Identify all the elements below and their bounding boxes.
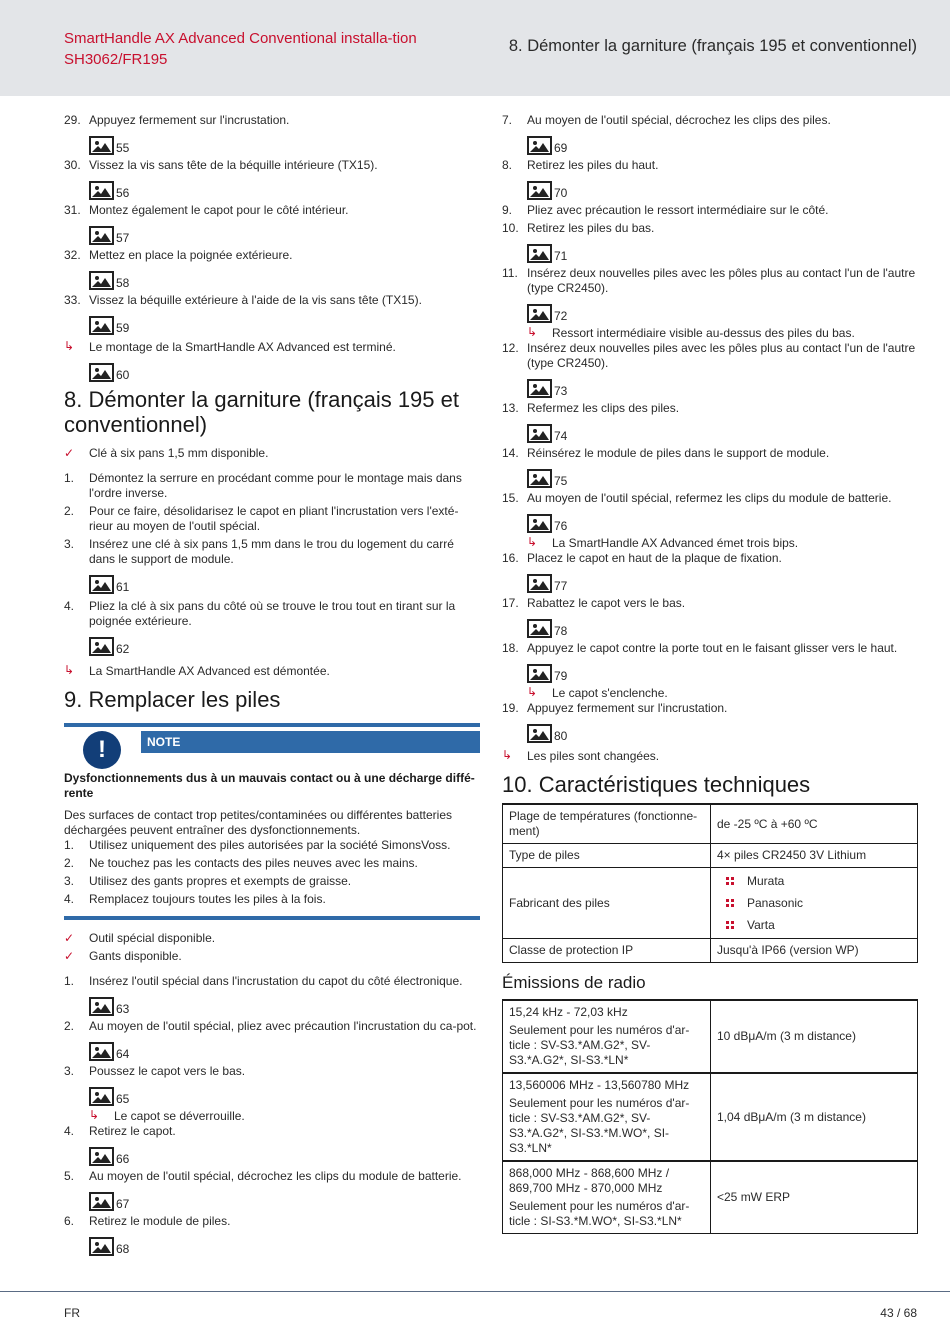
list-item bbox=[64, 1064, 480, 1079]
list-item bbox=[64, 1019, 480, 1034]
step-text: Retirez le module de piles. bbox=[89, 1214, 231, 1228]
figure-number: 57 bbox=[116, 231, 130, 245]
figure-ref bbox=[89, 313, 480, 335]
radio-value: 1,04 dBμA/m (3 m distance) bbox=[711, 1073, 918, 1161]
result-line bbox=[527, 536, 918, 551]
frequency-range: 13,560006 MHz - 13,560780 MHz bbox=[509, 1078, 690, 1092]
step-number: 3. bbox=[64, 1064, 75, 1078]
list-item bbox=[64, 874, 480, 889]
result-line bbox=[89, 1109, 480, 1124]
image-placeholder-icon bbox=[89, 1147, 114, 1166]
figure-number: 64 bbox=[116, 1047, 130, 1061]
spec-table bbox=[502, 803, 918, 963]
result-line bbox=[502, 749, 918, 764]
result-text: Le capot s'enclenche. bbox=[552, 686, 668, 700]
page-number: 43 / 68 bbox=[880, 1306, 917, 1320]
result-arrow-icon: ↳ bbox=[502, 748, 513, 762]
image-placeholder-icon bbox=[527, 574, 552, 593]
step-text: Pliez avec précaution le ressort intermédiaire sur le côté. bbox=[527, 203, 829, 217]
list-item bbox=[502, 158, 918, 173]
figure-number: 60 bbox=[116, 368, 130, 382]
step-text: Insérez deux nouvelles piles avec les pôles plus au contact l'un de l'autre (type CR2450). bbox=[527, 266, 916, 295]
spec-value bbox=[711, 868, 918, 939]
step-text: Pour ce faire, désolidarisez le capot en pliant l'incrustation vers l'exté-rieur au moyen de l'outil spécial. bbox=[89, 504, 459, 533]
precondition-item bbox=[64, 446, 480, 461]
step-text: Montez également le capot pour le côté intérieur. bbox=[89, 203, 349, 217]
spec-value: 4× piles CR2450 3V Lithium bbox=[711, 844, 918, 868]
spec-label: Fabricant des piles bbox=[503, 868, 711, 939]
figure-ref bbox=[89, 634, 480, 656]
figure-number: 63 bbox=[116, 1002, 130, 1016]
list-item: Panasonic bbox=[717, 892, 911, 914]
result-text: Le montage de la SmartHandle AX Advanced est terminé. bbox=[89, 340, 396, 354]
figure-number: 68 bbox=[116, 1242, 130, 1256]
list-item bbox=[64, 1214, 480, 1229]
document-title: SmartHandle AX Advanced Conventional installa-tion SH3062/FR195 bbox=[64, 30, 417, 68]
list-item bbox=[64, 203, 480, 218]
article-note: Seulement pour les numéros d'ar-ticle : SV-S3.*AM.G2*, SV-S3.*A.G2*, SI-S3.*LN* bbox=[509, 1023, 690, 1067]
figure-ref bbox=[527, 571, 918, 593]
step-number: 1. bbox=[64, 471, 75, 485]
figure-number: 78 bbox=[554, 624, 568, 638]
image-placeholder-icon bbox=[527, 514, 552, 533]
step-text: Au moyen de l'outil spécial, décrochez les clips du module de batterie. bbox=[89, 1169, 462, 1183]
list-item bbox=[502, 641, 918, 656]
note-label: NOTE bbox=[141, 731, 480, 753]
result-arrow-icon: ↳ bbox=[64, 663, 75, 677]
step-text: Insérez une clé à six pans 1,5 mm dans le trou du logement du carré dans le support de module. bbox=[89, 537, 454, 566]
result-text: Les piles sont changées. bbox=[527, 749, 660, 763]
step-number: 6. bbox=[64, 1214, 75, 1228]
figure-ref bbox=[89, 994, 480, 1016]
figure-number: 58 bbox=[116, 276, 130, 290]
image-placeholder-icon bbox=[527, 244, 552, 263]
figure-ref bbox=[527, 241, 918, 263]
table-row bbox=[503, 939, 918, 963]
step-number: 9. bbox=[502, 203, 513, 217]
table-row bbox=[503, 1000, 918, 1073]
figure-number: 67 bbox=[116, 1197, 130, 1211]
step-number: 12. bbox=[502, 341, 519, 355]
list-item bbox=[64, 113, 480, 128]
list-item bbox=[502, 551, 918, 566]
list-item bbox=[64, 471, 480, 501]
step-number: 11. bbox=[502, 266, 518, 280]
result-text: La SmartHandle AX Advanced émet trois bips. bbox=[552, 536, 799, 550]
step-number: 3. bbox=[64, 537, 75, 551]
step-text: Insérez deux nouvelles piles avec les pôles plus au contact l'un de l'autre (type CR2450). bbox=[527, 341, 916, 370]
list-item bbox=[64, 293, 480, 308]
image-placeholder-icon bbox=[89, 575, 114, 594]
image-placeholder-icon bbox=[527, 469, 552, 488]
list-item bbox=[64, 1169, 480, 1184]
figure-number: 79 bbox=[554, 669, 568, 683]
step-text: Pliez la clé à six pans du côté où se trouve le trou tout en tirant sur la poignée extérieure. bbox=[89, 599, 456, 628]
step-text: Au moyen de l'outil spécial, décrochez les clips des piles. bbox=[527, 113, 831, 127]
step-text: Au moyen de l'outil spécial, pliez avec précaution l'incrustation du ca-pot. bbox=[89, 1019, 477, 1033]
figure-ref bbox=[89, 1039, 480, 1061]
figure-ref bbox=[89, 1234, 480, 1256]
figure-ref bbox=[527, 721, 918, 743]
figure-number: 70 bbox=[554, 186, 568, 200]
step-number: 33. bbox=[64, 293, 81, 307]
figure-number: 62 bbox=[116, 642, 130, 656]
list-item bbox=[64, 537, 480, 567]
note-body: Des surfaces de contact trop petites/contaminées ou différentes batteries déchargées peuvent entraîner des dysfonctionnements. bbox=[64, 808, 452, 837]
result-text: La SmartHandle AX Advanced est démontée. bbox=[89, 664, 330, 678]
figure-ref bbox=[527, 301, 918, 323]
article-note: Seulement pour les numéros d'ar-ticle : SI-S3.*M.WO*, SI-S3.*LN* bbox=[509, 1199, 690, 1228]
step-number: 32. bbox=[64, 248, 81, 262]
step-text: Utilisez des gants propres et exempts de graisse. bbox=[89, 874, 352, 888]
image-placeholder-icon bbox=[527, 424, 552, 443]
step-number: 2. bbox=[64, 504, 75, 518]
step-text: Appuyez fermement sur l'incrustation. bbox=[89, 113, 290, 127]
step-number: 14. bbox=[502, 446, 519, 460]
step-text: Retirez les piles du bas. bbox=[527, 221, 655, 235]
step-number: 18. bbox=[502, 641, 519, 655]
step-text: Appuyez le capot contre la porte tout en le faisant glisser vers le haut. bbox=[527, 641, 898, 655]
step-number: 30. bbox=[64, 158, 81, 172]
figure-number: 71 bbox=[554, 249, 568, 263]
radio-heading: Émissions de radio bbox=[502, 973, 646, 992]
step-number: 16. bbox=[502, 551, 519, 565]
list-item bbox=[64, 974, 480, 989]
checkmark-icon: ✓ bbox=[64, 446, 75, 460]
step-text: Retirez le capot. bbox=[89, 1124, 176, 1138]
list-item: Varta bbox=[717, 914, 911, 936]
step-text: Utilisez uniquement des piles autorisées par la société SimonsVoss. bbox=[89, 838, 451, 852]
list-item bbox=[64, 1124, 480, 1139]
list-item bbox=[502, 446, 918, 461]
list-item bbox=[502, 701, 918, 716]
result-text: Le capot se déverrouille. bbox=[114, 1109, 245, 1123]
step-number: 13. bbox=[502, 401, 519, 415]
image-placeholder-icon bbox=[89, 136, 114, 155]
image-placeholder-icon bbox=[89, 226, 114, 245]
figure-ref bbox=[527, 616, 918, 638]
exclamation-icon: ! bbox=[83, 731, 121, 769]
figure-ref bbox=[527, 376, 918, 398]
precondition-item bbox=[64, 931, 480, 946]
figure-number: 55 bbox=[116, 141, 130, 155]
checkmark-icon: ✓ bbox=[64, 949, 75, 963]
figure-number: 76 bbox=[554, 519, 568, 533]
spec-label: Classe de protection IP bbox=[503, 939, 711, 963]
list-item bbox=[64, 599, 480, 629]
step-number: 2. bbox=[64, 1019, 75, 1033]
right-column bbox=[502, 113, 918, 1234]
result-arrow-icon: ↳ bbox=[527, 685, 538, 699]
figure-ref bbox=[527, 661, 918, 683]
step-text: Rabattez le capot vers le bas. bbox=[527, 596, 686, 610]
figure-number: 61 bbox=[116, 580, 130, 594]
precondition-item bbox=[64, 949, 480, 964]
list-item bbox=[502, 221, 918, 236]
figure-ref bbox=[89, 223, 480, 245]
footer-language: FR bbox=[64, 1306, 80, 1320]
spec-value: de -25 ºC à +60 ºC bbox=[711, 804, 918, 844]
step-number: 17. bbox=[502, 596, 519, 610]
step-number: 10. bbox=[502, 221, 519, 235]
table-row bbox=[503, 804, 918, 844]
image-placeholder-icon bbox=[89, 997, 114, 1016]
figure-number: 77 bbox=[554, 579, 568, 593]
step-text: Démontez la serrure en procédant comme pour le montage mais dans l'ordre inverse. bbox=[89, 471, 462, 500]
image-placeholder-icon bbox=[89, 1042, 114, 1061]
list-item bbox=[502, 113, 918, 128]
figure-ref bbox=[527, 511, 918, 533]
frequency-range: 15,24 kHz - 72,03 kHz bbox=[509, 1005, 628, 1019]
list-item bbox=[64, 504, 480, 534]
figure-number: 59 bbox=[116, 321, 130, 335]
figure-number: 73 bbox=[554, 384, 568, 398]
result-arrow-icon: ↳ bbox=[64, 339, 75, 353]
precondition-text: Clé à six pans 1,5 mm disponible. bbox=[89, 446, 269, 460]
image-placeholder-icon bbox=[527, 181, 552, 200]
result-arrow-icon: ↳ bbox=[89, 1108, 100, 1122]
image-placeholder-icon bbox=[527, 136, 552, 155]
step-number: 4. bbox=[64, 1124, 75, 1138]
step-number: 4. bbox=[64, 599, 75, 613]
table-row bbox=[503, 1161, 918, 1234]
note-banner bbox=[64, 723, 480, 763]
figure-number: 56 bbox=[116, 186, 130, 200]
figure-ref bbox=[89, 1084, 480, 1106]
figure-ref bbox=[527, 133, 918, 155]
step-number: 8. bbox=[502, 158, 513, 172]
step-number: 5. bbox=[64, 1169, 75, 1183]
figure-ref bbox=[89, 572, 480, 594]
step-text: Vissez la béquille extérieure à l'aide de la vis sans tête (TX15). bbox=[89, 293, 422, 307]
list-item bbox=[64, 248, 480, 263]
figure-ref bbox=[89, 133, 480, 155]
radio-table bbox=[502, 999, 918, 1234]
result-line bbox=[64, 664, 480, 679]
image-placeholder-icon bbox=[527, 379, 552, 398]
figure-number: 66 bbox=[116, 1152, 130, 1166]
figure-ref bbox=[527, 466, 918, 488]
spec-label: Type de piles bbox=[503, 844, 711, 868]
step-number: 29. bbox=[64, 113, 81, 127]
figure-number: 80 bbox=[554, 729, 568, 743]
image-placeholder-icon bbox=[89, 363, 114, 382]
image-placeholder-icon bbox=[89, 1087, 114, 1106]
figure-number: 65 bbox=[116, 1092, 130, 1106]
step-text: Vissez la vis sans tête de la béquille intérieure (TX15). bbox=[89, 158, 378, 172]
figure-ref bbox=[89, 1189, 480, 1211]
image-placeholder-icon bbox=[527, 724, 552, 743]
image-placeholder-icon bbox=[527, 664, 552, 683]
section-heading-8: 8. Démonter la garniture (français 195 et conventionnel) bbox=[64, 387, 459, 437]
article-note: Seulement pour les numéros d'ar-ticle : SV-S3.*AM.G2*, SV-S3.*A.G2*, SI-S3.*M.WO*, SI-S3.*LN* bbox=[509, 1096, 690, 1155]
step-number: 4. bbox=[64, 892, 75, 906]
figure-ref bbox=[89, 360, 480, 382]
radio-value: <25 mW ERP bbox=[711, 1161, 918, 1234]
spec-label: Plage de températures (fonctionne-ment) bbox=[503, 804, 711, 844]
list-item bbox=[502, 401, 918, 416]
step-text: Mettez en place la poignée extérieure. bbox=[89, 248, 293, 262]
frequency-range: 868,000 MHz - 868,600 MHz / 869,700 MHz - 870,000 MHz bbox=[509, 1166, 670, 1195]
figure-number: 69 bbox=[554, 141, 568, 155]
table-row bbox=[503, 868, 918, 939]
result-text: Ressort intermédiaire visible au-dessus des piles du bas. bbox=[552, 326, 855, 340]
figure-number: 72 bbox=[554, 309, 568, 323]
table-row bbox=[503, 844, 918, 868]
list-item bbox=[64, 892, 480, 907]
table-row bbox=[503, 1073, 918, 1161]
precondition-text: Outil spécial disponible. bbox=[89, 931, 216, 945]
figure-ref bbox=[527, 178, 918, 200]
list-item bbox=[64, 838, 480, 853]
list-item bbox=[502, 203, 918, 218]
precondition-text: Gants disponible. bbox=[89, 949, 182, 963]
figure-ref bbox=[89, 268, 480, 290]
image-placeholder-icon bbox=[89, 271, 114, 290]
step-text: Insérez l'outil spécial dans l'incrustation du capot du côté électronique. bbox=[89, 974, 463, 988]
step-text: Réinsérez le module de piles dans le support de module. bbox=[527, 446, 830, 460]
checkmark-icon: ✓ bbox=[64, 931, 75, 945]
step-text: Placez le capot en haut de la plaque de fixation. bbox=[527, 551, 782, 565]
step-text: Retirez les piles du haut. bbox=[527, 158, 659, 172]
note-title: Dysfonctionnements dus à un mauvais contact ou à une décharge diffé-rente bbox=[64, 771, 475, 800]
step-text: Ne touchez pas les contacts des piles neuves avec les mains. bbox=[89, 856, 418, 870]
step-number: 7. bbox=[502, 113, 513, 127]
radio-frequency-cell bbox=[503, 1073, 711, 1161]
radio-value: 10 dBμA/m (3 m distance) bbox=[711, 1000, 918, 1073]
result-arrow-icon: ↳ bbox=[527, 325, 538, 339]
image-placeholder-icon bbox=[89, 1192, 114, 1211]
result-line bbox=[64, 340, 480, 355]
image-placeholder-icon bbox=[89, 316, 114, 335]
figure-ref bbox=[89, 1144, 480, 1166]
image-placeholder-icon bbox=[89, 1237, 114, 1256]
list-item bbox=[502, 266, 918, 296]
page-header bbox=[0, 0, 950, 96]
image-placeholder-icon bbox=[527, 619, 552, 638]
note-top-rule bbox=[64, 723, 480, 727]
figure-number: 75 bbox=[554, 474, 568, 488]
figure-ref bbox=[527, 421, 918, 443]
list-item bbox=[502, 341, 918, 371]
figure-ref bbox=[89, 178, 480, 200]
step-number: 2. bbox=[64, 856, 75, 870]
list-item bbox=[502, 491, 918, 506]
step-number: 1. bbox=[64, 974, 75, 988]
section-title: 8. Démonter la garniture (français 195 et conventionnel) bbox=[508, 37, 917, 55]
step-number: 1. bbox=[64, 838, 75, 852]
step-number: 15. bbox=[502, 491, 519, 505]
step-text: Remplacez toujours toutes les piles à la fois. bbox=[89, 892, 326, 906]
section-heading-10: 10. Caractéristiques techniques bbox=[502, 772, 811, 797]
step-number: 31. bbox=[64, 203, 81, 217]
list-item bbox=[502, 596, 918, 611]
result-line bbox=[527, 326, 918, 341]
spec-value: Jusqu'à IP66 (version WP) bbox=[711, 939, 918, 963]
section-heading-9: 9. Remplacer les piles bbox=[64, 687, 281, 712]
list-item bbox=[64, 856, 480, 871]
list-item bbox=[64, 158, 480, 173]
step-text: Refermez les clips des piles. bbox=[527, 401, 680, 415]
left-column bbox=[64, 113, 480, 1259]
figure-number: 74 bbox=[554, 429, 568, 443]
step-number: 3. bbox=[64, 874, 75, 888]
footer-divider bbox=[0, 1291, 950, 1292]
list-item: Murata bbox=[717, 870, 911, 892]
result-line bbox=[527, 686, 918, 701]
step-text: Au moyen de l'outil spécial, refermez les clips du module de batterie. bbox=[527, 491, 892, 505]
image-placeholder-icon bbox=[527, 304, 552, 323]
radio-frequency-cell bbox=[503, 1000, 711, 1073]
image-placeholder-icon bbox=[89, 637, 114, 656]
image-placeholder-icon bbox=[89, 181, 114, 200]
step-text: Appuyez fermement sur l'incrustation. bbox=[527, 701, 728, 715]
result-arrow-icon: ↳ bbox=[527, 535, 538, 549]
step-text: Poussez le capot vers le bas. bbox=[89, 1064, 246, 1078]
radio-frequency-cell bbox=[503, 1161, 711, 1234]
step-number: 19. bbox=[502, 701, 519, 715]
